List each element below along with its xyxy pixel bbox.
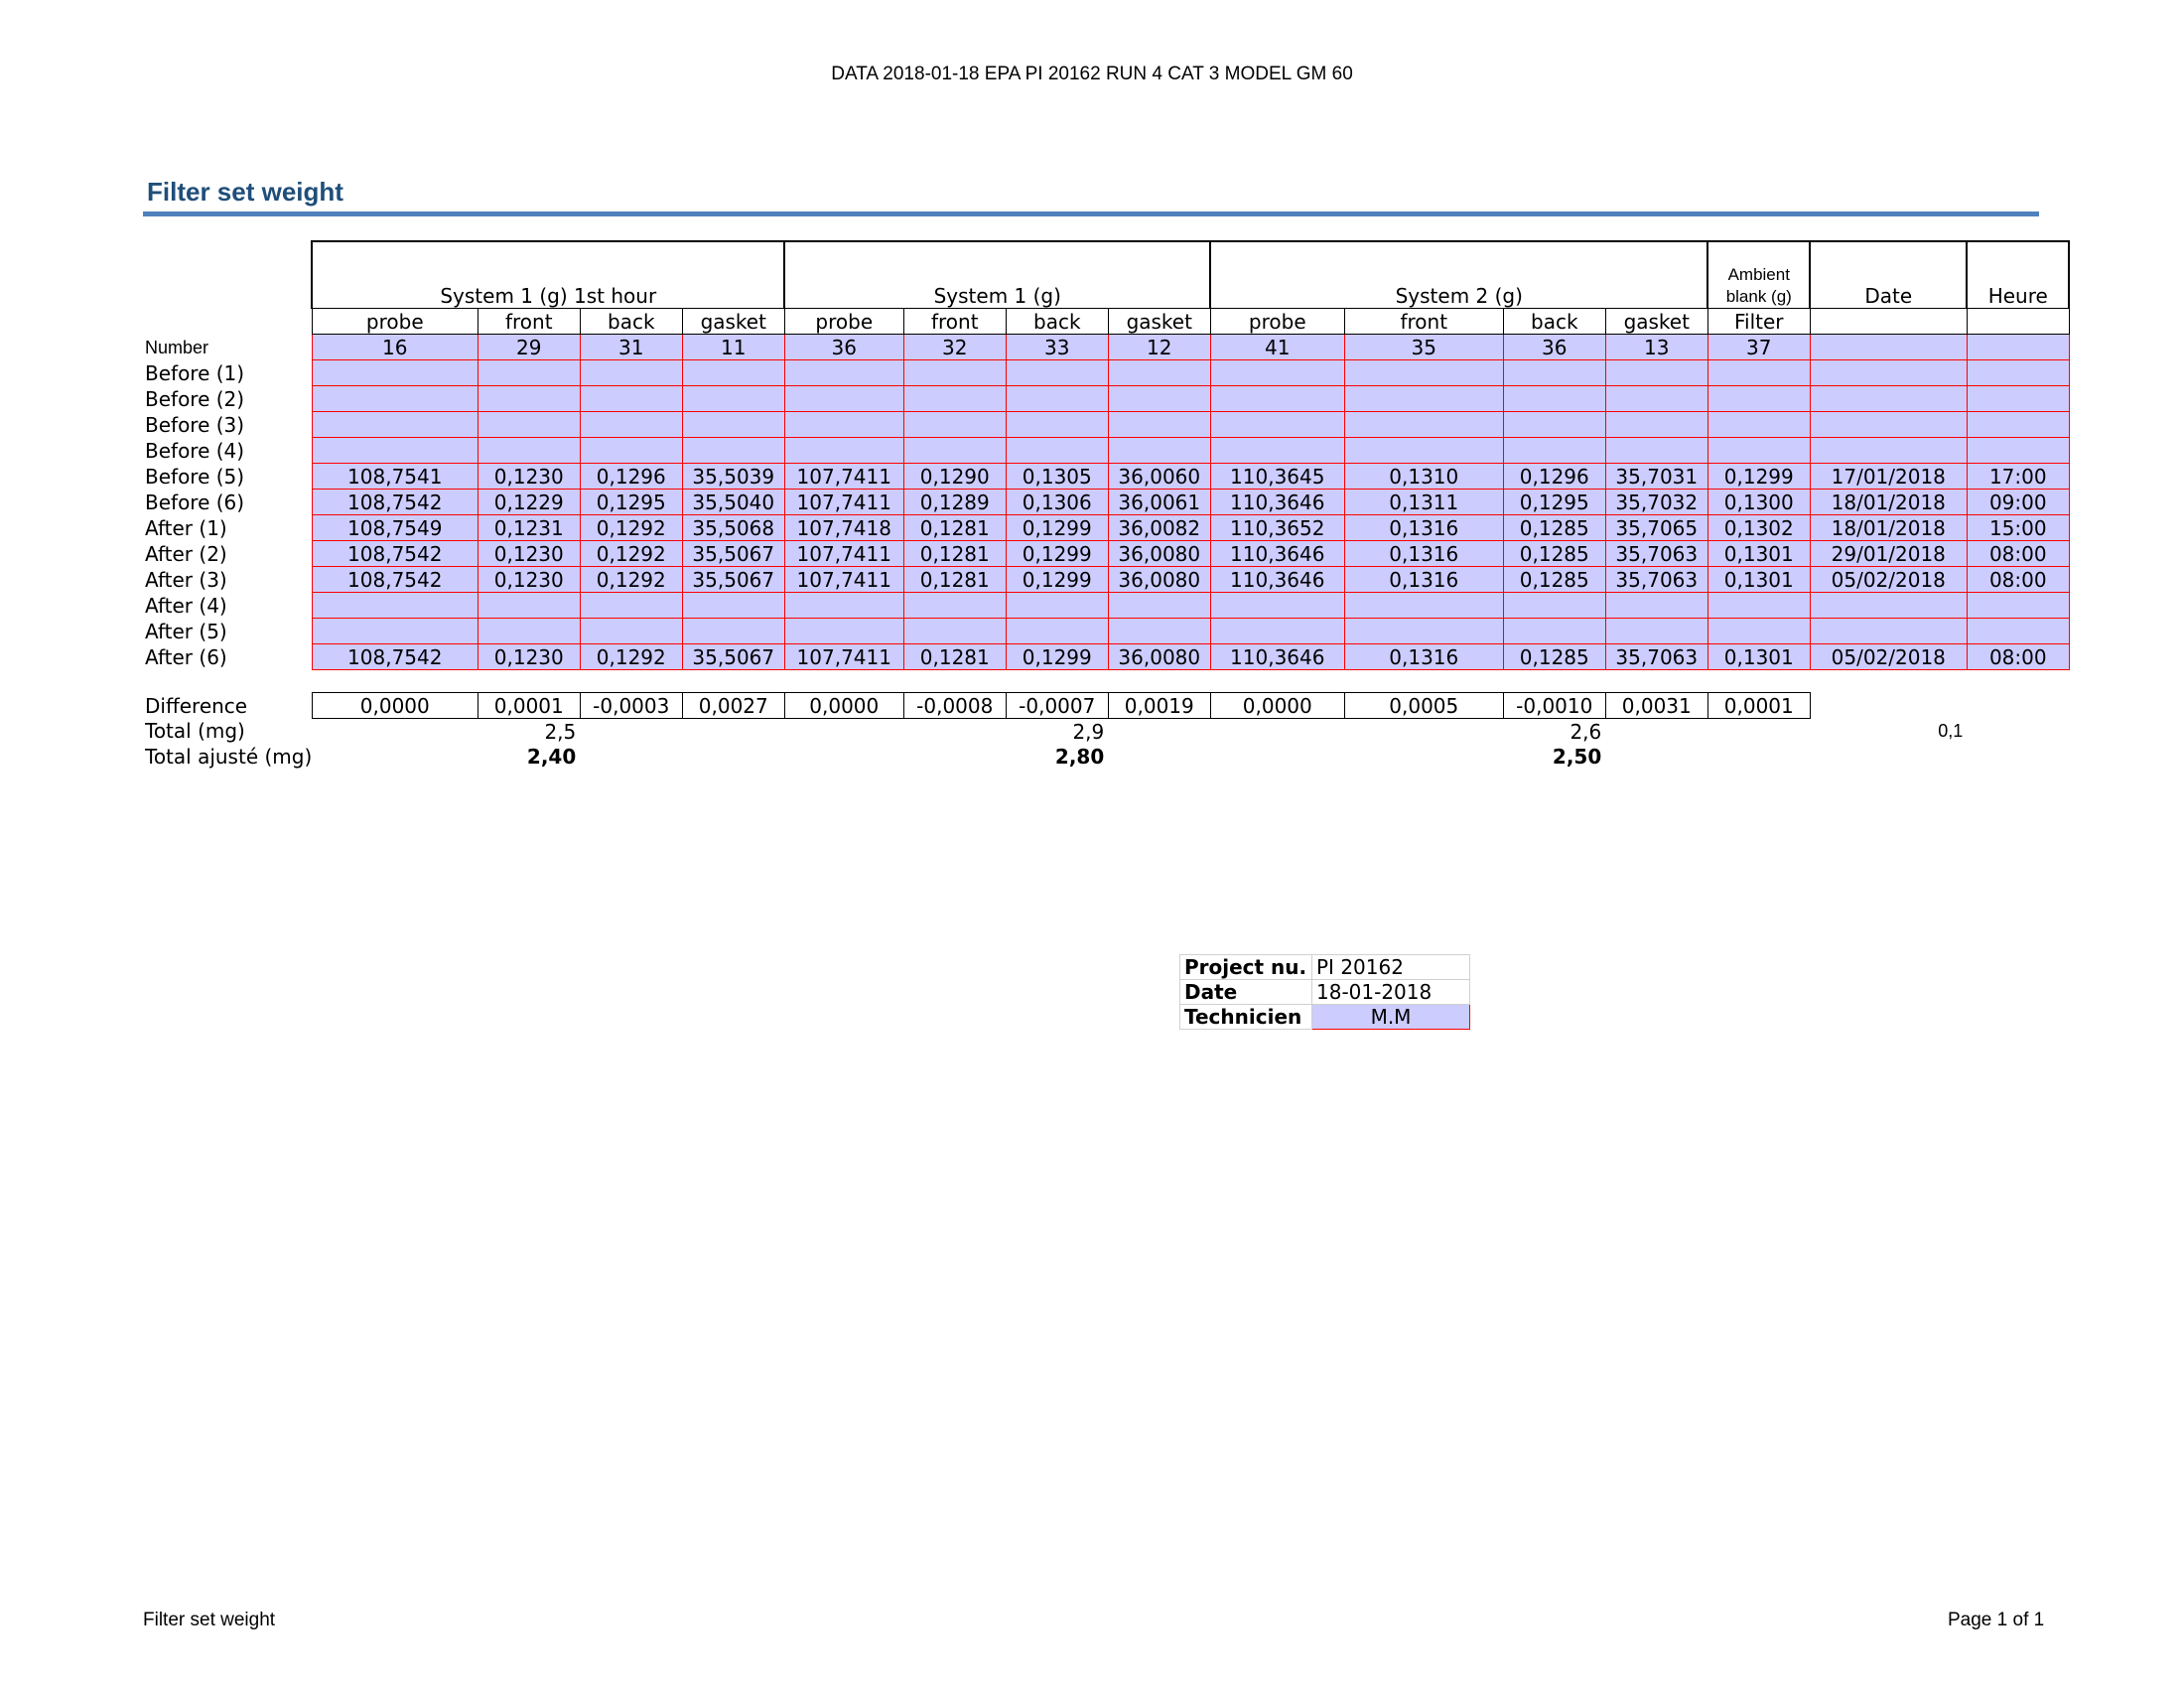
table-cell[interactable]: 09:00 xyxy=(1967,490,2069,515)
subheader-cell: probe xyxy=(784,309,903,335)
table-cell[interactable]: 17:00 xyxy=(1967,464,2069,490)
table-cell[interactable]: 35,7063 xyxy=(1605,541,1707,567)
table-row xyxy=(145,412,2069,438)
table-cell[interactable] xyxy=(312,619,478,644)
table-cell[interactable] xyxy=(903,593,1006,619)
table-cell[interactable]: 0,1292 xyxy=(580,644,682,670)
group-header-system1: System 1 (g) xyxy=(784,241,1210,309)
table-cell[interactable] xyxy=(1967,386,2069,412)
table-cell[interactable] xyxy=(1707,593,1810,619)
table-cell[interactable]: 0,1285 xyxy=(1503,515,1605,541)
row-label: Number xyxy=(145,337,209,357)
table-cell[interactable] xyxy=(580,438,682,464)
table-cell[interactable] xyxy=(312,593,478,619)
table-cell[interactable]: 0,1316 xyxy=(1344,515,1503,541)
group-header-ambient-blank xyxy=(1707,241,1810,309)
table-cell[interactable]: 36,0080 xyxy=(1108,644,1210,670)
table-cell[interactable] xyxy=(1210,412,1344,438)
table-cell[interactable] xyxy=(1707,412,1810,438)
table-cell[interactable]: 0,1311 xyxy=(1344,490,1503,515)
table-cell[interactable]: 0,1231 xyxy=(478,515,580,541)
total-adjusted-value: 2,80 xyxy=(1054,744,1105,769)
table-cell[interactable] xyxy=(478,386,580,412)
table-cell[interactable]: 110,3646 xyxy=(1210,541,1344,567)
table-cell[interactable]: 0,1299 xyxy=(1006,515,1108,541)
table-cell[interactable]: 0,1230 xyxy=(478,541,580,567)
table-cell[interactable]: 37 xyxy=(1707,335,1810,360)
table-cell[interactable] xyxy=(1810,386,1967,412)
table-row xyxy=(145,464,2069,490)
table-cell[interactable] xyxy=(1810,438,1967,464)
difference-row xyxy=(145,693,2069,719)
total-adjusted-value: 2,50 xyxy=(1552,744,1602,769)
row-label: After (4) xyxy=(145,593,227,618)
table-cell[interactable]: 0,1285 xyxy=(1503,644,1605,670)
subheader-cell: back xyxy=(580,309,682,335)
row-label: Difference xyxy=(145,693,248,718)
table-cell[interactable]: 35,5067 xyxy=(682,567,784,593)
table-cell[interactable]: 15:00 xyxy=(1967,515,2069,541)
table-cell[interactable]: 110,3652 xyxy=(1210,515,1344,541)
table-cell[interactable]: 0,1295 xyxy=(580,490,682,515)
table-cell[interactable] xyxy=(682,438,784,464)
table-cell[interactable] xyxy=(1503,619,1605,644)
subheader-cell: gasket xyxy=(682,309,784,335)
table-cell[interactable]: 108,7542 xyxy=(312,541,478,567)
table-cell[interactable] xyxy=(1006,619,1108,644)
table-cell[interactable]: 13 xyxy=(1605,335,1707,360)
table-cell[interactable]: 0,1296 xyxy=(580,464,682,490)
table-cell[interactable]: 0,1299 xyxy=(1707,464,1810,490)
table-cell[interactable] xyxy=(1006,412,1108,438)
table-cell[interactable]: 0,1316 xyxy=(1344,541,1503,567)
difference-cell: 0,0000 xyxy=(784,693,903,719)
table-cell[interactable] xyxy=(1707,438,1810,464)
table-cell[interactable]: 107,7411 xyxy=(784,464,903,490)
table-row xyxy=(145,335,2069,360)
table-cell[interactable]: 35,7065 xyxy=(1605,515,1707,541)
table-cell[interactable]: 35,5067 xyxy=(682,644,784,670)
section-title: Filter set weight xyxy=(147,177,343,207)
table-cell[interactable] xyxy=(682,360,784,386)
row-label: After (2) xyxy=(145,541,227,566)
table-cell[interactable]: 36,0082 xyxy=(1108,515,1210,541)
table-cell[interactable] xyxy=(1967,360,2069,386)
table-cell[interactable] xyxy=(1006,438,1108,464)
table-cell[interactable] xyxy=(1210,593,1344,619)
table-cell[interactable] xyxy=(1605,619,1707,644)
table-cell[interactable] xyxy=(903,438,1006,464)
technician-label: Technicien xyxy=(1180,1005,1312,1030)
table-cell[interactable]: 35,5040 xyxy=(682,490,784,515)
table-cell[interactable]: 05/02/2018 xyxy=(1810,644,1967,670)
table-cell[interactable]: 0,1230 xyxy=(478,464,580,490)
difference-cell: 0,0000 xyxy=(312,693,478,719)
table-cell[interactable] xyxy=(580,386,682,412)
row-label: After (1) xyxy=(145,515,227,540)
subheader-cell: front xyxy=(1344,309,1503,335)
table-cell[interactable]: 0,1299 xyxy=(1006,644,1108,670)
table-cell[interactable]: 0,1281 xyxy=(903,541,1006,567)
table-cell[interactable]: 0,1292 xyxy=(580,515,682,541)
table-cell[interactable] xyxy=(903,360,1006,386)
table-cell[interactable] xyxy=(1707,386,1810,412)
table-cell[interactable]: 0,1301 xyxy=(1707,541,1810,567)
table-cell[interactable] xyxy=(1810,412,1967,438)
table-cell[interactable]: 29 xyxy=(478,335,580,360)
row-label: Before (3) xyxy=(145,412,245,437)
table-cell[interactable] xyxy=(1006,386,1108,412)
table-cell[interactable]: 35,7031 xyxy=(1605,464,1707,490)
difference-cell: 0,0001 xyxy=(1707,693,1810,719)
table-row xyxy=(145,567,2069,593)
table-cell[interactable]: 0,1299 xyxy=(1006,541,1108,567)
table-cell[interactable]: 110,3645 xyxy=(1210,464,1344,490)
group-header-row xyxy=(145,241,2069,309)
table-cell[interactable]: 17/01/2018 xyxy=(1810,464,1967,490)
table-row xyxy=(145,360,2069,386)
table-cell[interactable]: 33 xyxy=(1006,335,1108,360)
total-row xyxy=(145,719,2069,745)
row-label: Before (5) xyxy=(145,464,245,489)
table-cell[interactable] xyxy=(312,412,478,438)
table-row xyxy=(145,593,2069,619)
table-cell[interactable]: 108,7542 xyxy=(312,644,478,670)
table-cell[interactable]: 0,1281 xyxy=(903,644,1006,670)
table-cell[interactable] xyxy=(580,593,682,619)
blank-label: blank (g) xyxy=(1725,287,1792,306)
table-cell[interactable]: 0,1299 xyxy=(1006,567,1108,593)
row-label: Before (6) xyxy=(145,490,245,514)
table-cell[interactable]: 12 xyxy=(1108,335,1210,360)
table-row xyxy=(145,515,2069,541)
table-cell[interactable]: 36,0080 xyxy=(1108,567,1210,593)
table-cell[interactable]: 35,7063 xyxy=(1605,644,1707,670)
group-header-system2: System 2 (g) xyxy=(1210,241,1707,309)
difference-cell: 0,0000 xyxy=(1210,693,1344,719)
table-cell[interactable]: 18/01/2018 xyxy=(1810,490,1967,515)
table-cell[interactable] xyxy=(1707,360,1810,386)
table-cell[interactable] xyxy=(1108,360,1210,386)
table-cell[interactable]: 0,1316 xyxy=(1344,567,1503,593)
table-cell[interactable]: 0,1301 xyxy=(1707,567,1810,593)
table-cell[interactable]: 0,1289 xyxy=(903,490,1006,515)
table-cell[interactable]: 0,1305 xyxy=(1006,464,1108,490)
table-cell[interactable] xyxy=(478,360,580,386)
row-label: Total ajusté (mg) xyxy=(145,744,313,769)
difference-cell: 0,0005 xyxy=(1344,693,1503,719)
table-cell[interactable] xyxy=(784,619,903,644)
table-cell[interactable]: 108,7542 xyxy=(312,490,478,515)
table-cell[interactable] xyxy=(1108,619,1210,644)
footer-title: Filter set weight xyxy=(143,1610,276,1630)
table-cell[interactable] xyxy=(478,619,580,644)
subheader-cell: back xyxy=(1503,309,1605,335)
table-cell[interactable]: 35,5039 xyxy=(682,464,784,490)
table-cell[interactable] xyxy=(1108,593,1210,619)
table-cell[interactable] xyxy=(682,386,784,412)
table-cell[interactable] xyxy=(1810,360,1967,386)
table-cell[interactable]: 107,7411 xyxy=(784,490,903,515)
table-cell[interactable] xyxy=(1605,438,1707,464)
subheader-cell: probe xyxy=(1210,309,1344,335)
table-cell[interactable] xyxy=(1967,335,2069,360)
table-cell[interactable] xyxy=(1210,619,1344,644)
table-cell[interactable] xyxy=(1006,593,1108,619)
table-cell[interactable] xyxy=(1503,593,1605,619)
table-cell[interactable]: 0,1310 xyxy=(1344,464,1503,490)
table-cell[interactable] xyxy=(580,619,682,644)
table-cell[interactable]: 36,0080 xyxy=(1108,541,1210,567)
filter-weight-table xyxy=(145,240,2070,769)
subheader-cell: gasket xyxy=(1108,309,1210,335)
table-cell[interactable]: 0,1301 xyxy=(1707,644,1810,670)
table-cell[interactable]: 0,1290 xyxy=(903,464,1006,490)
table-cell[interactable] xyxy=(1210,386,1344,412)
table-row xyxy=(145,438,2069,464)
subheader-cell: Filter xyxy=(1707,309,1810,335)
table-cell[interactable]: 32 xyxy=(903,335,1006,360)
technician-input[interactable]: M.M xyxy=(1312,1005,1470,1030)
table-cell[interactable]: 108,7549 xyxy=(312,515,478,541)
table-cell[interactable] xyxy=(784,438,903,464)
difference-cell: 0,0001 xyxy=(478,693,580,719)
table-cell[interactable]: 0,1296 xyxy=(1503,464,1605,490)
table-cell[interactable] xyxy=(1344,360,1503,386)
date-label: Date xyxy=(1180,980,1312,1005)
table-cell[interactable]: 08:00 xyxy=(1967,567,2069,593)
table-cell[interactable]: 0,1230 xyxy=(478,567,580,593)
table-cell[interactable] xyxy=(903,386,1006,412)
table-cell[interactable]: 08:00 xyxy=(1967,541,2069,567)
table-cell[interactable]: 0,1285 xyxy=(1503,567,1605,593)
table-cell[interactable]: 107,7411 xyxy=(784,644,903,670)
date-value: 18-01-2018 xyxy=(1312,980,1470,1005)
table-cell[interactable] xyxy=(784,386,903,412)
row-label: After (6) xyxy=(145,644,227,669)
table-cell[interactable] xyxy=(682,619,784,644)
table-cell[interactable]: 31 xyxy=(580,335,682,360)
table-cell[interactable] xyxy=(1006,360,1108,386)
table-cell[interactable]: 08:00 xyxy=(1967,644,2069,670)
table-cell[interactable]: 0,1300 xyxy=(1707,490,1810,515)
table-cell[interactable]: 110,3646 xyxy=(1210,490,1344,515)
table-cell[interactable]: 0,1230 xyxy=(478,644,580,670)
table-cell[interactable]: 36,0061 xyxy=(1108,490,1210,515)
table-cell[interactable] xyxy=(1344,386,1503,412)
difference-cell: -0,0008 xyxy=(903,693,1006,719)
table-cell[interactable]: 35 xyxy=(1344,335,1503,360)
table-cell[interactable]: 0,1302 xyxy=(1707,515,1810,541)
section-underline xyxy=(143,211,2039,216)
table-cell[interactable] xyxy=(312,360,478,386)
table-cell[interactable] xyxy=(1605,360,1707,386)
subheader-cell: back xyxy=(1006,309,1108,335)
table-cell[interactable] xyxy=(1108,386,1210,412)
table-cell[interactable] xyxy=(784,412,903,438)
project-info-table xyxy=(1179,954,1470,1030)
table-cell[interactable] xyxy=(1108,412,1210,438)
group-header-system1-1st-hour: System 1 (g) 1st hour xyxy=(312,241,784,309)
table-cell[interactable]: 11 xyxy=(682,335,784,360)
row-label: Before (1) xyxy=(145,360,245,385)
table-cell[interactable] xyxy=(1210,438,1344,464)
table-row xyxy=(145,644,2069,670)
difference-cell: 0,0031 xyxy=(1605,693,1707,719)
table-cell[interactable]: 36 xyxy=(784,335,903,360)
table-cell[interactable] xyxy=(1810,593,1967,619)
project-number-label: Project nu. xyxy=(1180,955,1312,980)
table-cell[interactable] xyxy=(784,360,903,386)
row-label: Total (mg) xyxy=(145,719,245,744)
table-cell[interactable]: 110,3646 xyxy=(1210,567,1344,593)
table-cell[interactable] xyxy=(1344,593,1503,619)
table-cell[interactable]: 0,1306 xyxy=(1006,490,1108,515)
table-cell[interactable] xyxy=(478,593,580,619)
table-cell[interactable]: 35,5067 xyxy=(682,541,784,567)
total-adjusted-value: 2,40 xyxy=(526,744,577,769)
table-cell[interactable] xyxy=(1344,438,1503,464)
table-cell[interactable] xyxy=(1503,386,1605,412)
group-header-date: Date xyxy=(1810,241,1967,309)
table-cell[interactable]: 18/01/2018 xyxy=(1810,515,1967,541)
table-row xyxy=(145,619,2069,644)
total-value: 0,1 xyxy=(1938,721,1964,742)
table-cell[interactable] xyxy=(1967,412,2069,438)
table-cell[interactable]: 35,7063 xyxy=(1605,567,1707,593)
table-cell[interactable] xyxy=(1503,412,1605,438)
table-cell[interactable]: 0,1281 xyxy=(903,515,1006,541)
table-cell[interactable] xyxy=(580,360,682,386)
table-cell[interactable]: 108,7542 xyxy=(312,567,478,593)
table-cell[interactable] xyxy=(1810,619,1967,644)
table-cell[interactable] xyxy=(903,412,1006,438)
table-cell[interactable] xyxy=(1108,438,1210,464)
row-label: After (5) xyxy=(145,619,227,643)
table-row xyxy=(145,490,2069,515)
difference-cell: -0,0003 xyxy=(580,693,682,719)
table-cell[interactable] xyxy=(682,412,784,438)
subheader-cell: front xyxy=(478,309,580,335)
table-cell[interactable] xyxy=(312,386,478,412)
table-cell[interactable]: 35,7032 xyxy=(1605,490,1707,515)
table-row xyxy=(145,386,2069,412)
difference-cell: -0,0007 xyxy=(1006,693,1108,719)
subheader-cell: gasket xyxy=(1605,309,1707,335)
total-value: 2,5 xyxy=(544,719,577,744)
page-header: DATA 2018-01-18 EPA PI 20162 RUN 4 CAT 3 MODEL GM 60 xyxy=(831,64,1353,84)
table-cell[interactable]: 36 xyxy=(1503,335,1605,360)
subheader-cell: front xyxy=(903,309,1006,335)
table-cell[interactable] xyxy=(1967,438,2069,464)
difference-cell: 0,0019 xyxy=(1108,693,1210,719)
total-adjusted-row xyxy=(145,744,2069,769)
subheader-empty-date xyxy=(1810,309,1967,335)
table-cell[interactable] xyxy=(1503,438,1605,464)
table-cell[interactable]: 0,1281 xyxy=(903,567,1006,593)
total-value: 2,9 xyxy=(1072,719,1105,744)
table-cell[interactable] xyxy=(478,438,580,464)
difference-cell: 0,0027 xyxy=(682,693,784,719)
table-cell[interactable] xyxy=(1503,360,1605,386)
subheader-cell: probe xyxy=(312,309,478,335)
table-cell[interactable] xyxy=(1967,593,2069,619)
table-cell[interactable] xyxy=(903,619,1006,644)
table-cell[interactable]: 0,1316 xyxy=(1344,644,1503,670)
table-cell[interactable]: 107,7411 xyxy=(784,541,903,567)
table-cell[interactable]: 0,1292 xyxy=(580,541,682,567)
table-cell[interactable] xyxy=(1605,593,1707,619)
table-cell[interactable] xyxy=(1967,619,2069,644)
table-row xyxy=(145,541,2069,567)
table-cell[interactable] xyxy=(312,438,478,464)
difference-cell: -0,0010 xyxy=(1503,693,1605,719)
project-number-value: PI 20162 xyxy=(1312,955,1470,980)
row-label: After (3) xyxy=(145,567,227,592)
table-cell[interactable]: 29/01/2018 xyxy=(1810,541,1967,567)
table-cell[interactable]: 108,7541 xyxy=(312,464,478,490)
row-label: Before (2) xyxy=(145,386,245,411)
table-cell[interactable]: 107,7411 xyxy=(784,567,903,593)
table-cell[interactable]: 16 xyxy=(312,335,478,360)
table-cell[interactable] xyxy=(1344,412,1503,438)
total-value: 2,6 xyxy=(1570,719,1602,744)
table-cell[interactable]: 0,1292 xyxy=(580,567,682,593)
row-label: Before (4) xyxy=(145,438,245,463)
table-cell[interactable] xyxy=(580,412,682,438)
table-cell[interactable]: 36,0060 xyxy=(1108,464,1210,490)
table-cell[interactable] xyxy=(1210,360,1344,386)
table-cell[interactable] xyxy=(1605,412,1707,438)
table-cell[interactable]: 0,1295 xyxy=(1503,490,1605,515)
table-cell[interactable] xyxy=(1810,335,1967,360)
table-cell[interactable]: 35,5068 xyxy=(682,515,784,541)
table-cell[interactable] xyxy=(478,412,580,438)
table-cell[interactable]: 05/02/2018 xyxy=(1810,567,1967,593)
ambient-label: Ambient xyxy=(1727,265,1790,284)
table-cell[interactable] xyxy=(784,593,903,619)
table-cell[interactable]: 41 xyxy=(1210,335,1344,360)
table-cell[interactable] xyxy=(1707,619,1810,644)
table-cell[interactable] xyxy=(682,593,784,619)
subheader-row xyxy=(145,309,2069,335)
table-cell[interactable] xyxy=(1605,386,1707,412)
table-cell[interactable]: 0,1229 xyxy=(478,490,580,515)
subheader-empty-heure xyxy=(1967,309,2069,335)
table-cell[interactable]: 0,1285 xyxy=(1503,541,1605,567)
table-cell[interactable]: 110,3646 xyxy=(1210,644,1344,670)
table-cell[interactable] xyxy=(1344,619,1503,644)
footer-page-number: Page 1 of 1 xyxy=(1948,1610,2045,1630)
table-cell[interactable]: 107,7418 xyxy=(784,515,903,541)
group-header-heure: Heure xyxy=(1967,241,2069,309)
